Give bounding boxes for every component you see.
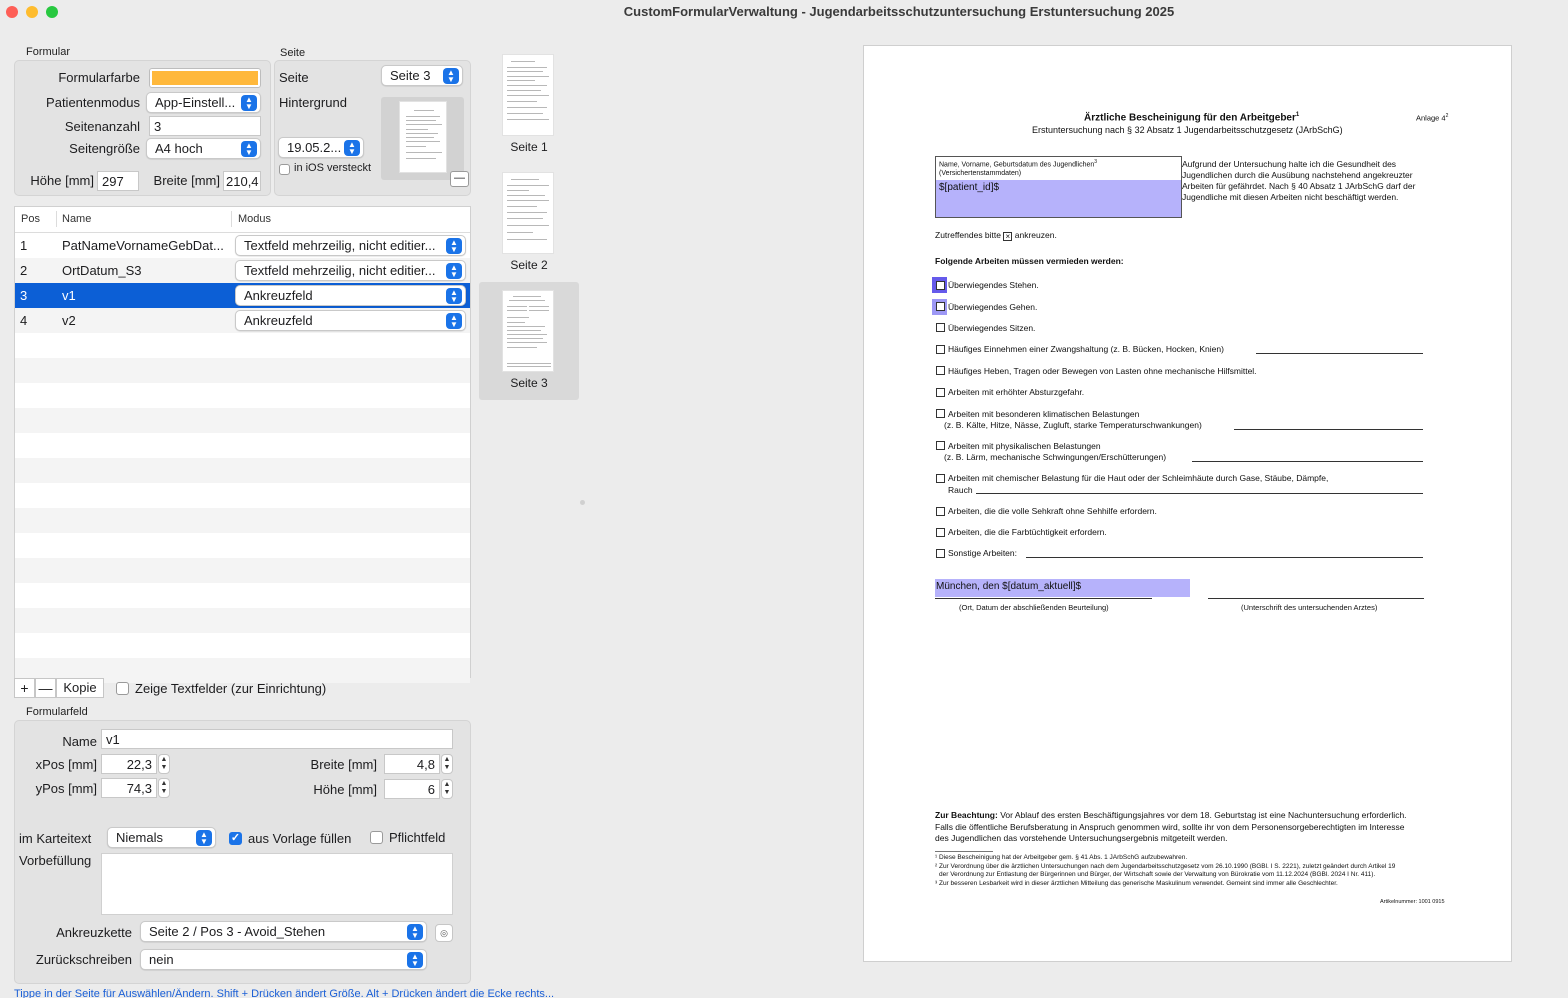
empty-table-row [15,383,470,408]
page-3-preview [502,290,554,372]
page-2-preview [502,172,554,254]
splitter-handle[interactable] [580,500,585,505]
page-count-label: Seitenanzahl [64,119,140,134]
remove-field-button[interactable]: — [35,678,56,698]
field-name-label: Name [62,734,97,749]
breite-input[interactable]: 4,8 [384,754,440,774]
row-mode-value: Textfeld mehrzeilig, nicht editier... [244,263,436,278]
empty-table-row [15,333,470,358]
height-label: Höhe [mm] [30,173,94,188]
date-value: 19.05.2... [287,140,342,155]
color-well[interactable] [149,68,261,88]
table-row[interactable] [15,233,470,258]
item-7-sub: (z. B. Kälte, Hitze, Nässe, Zugluft, starke Temperaturschwankungen) [944,420,1202,430]
doc-name-box-label: Name, Vorname, Geburtsdatum des Jugendlichen$^3$ (Versichertenstammdaten) [939,159,1098,178]
page-size-label: Seitengröße [69,141,140,156]
patient-mode-value: App-Einstell... [155,95,236,110]
item-checkbox-1[interactable] [936,281,945,290]
zurueck-label: Zurückschreiben [35,952,132,967]
empty-table-row [15,608,470,633]
height-input[interactable]: 297 [97,171,139,191]
thumbnail-page-3[interactable] [479,282,579,400]
ypos-input[interactable]: 74,3 [101,778,157,798]
aus-vorlage-checkbox[interactable]: ✓ [230,832,241,844]
table-header [15,207,470,233]
doc-title: Ärztliche Bescheinigung für den Arbeitgeber$^1$ [1084,112,1300,124]
chevron-updown-icon: ▲ ▼ [196,830,212,846]
row-mode-popup[interactable] [235,235,466,256]
seite-panel [274,60,471,196]
background-thumbnail [399,101,447,173]
zurueck-popup[interactable] [140,949,427,970]
zurueck-value: nein [149,952,174,967]
item-checkbox-11[interactable] [936,528,945,537]
breite-stepper[interactable]: ▲ ▼ [441,754,453,774]
date-popup[interactable] [278,137,364,158]
ankreuzkette-popup[interactable] [140,921,427,942]
show-textfields-label: Zeige Textfelder (zur Einrichtung) [135,681,327,696]
row-name: v2 [62,313,76,328]
chevron-updown-icon: ▲ ▼ [241,95,257,111]
chevron-updown-icon: ▲ ▼ [407,952,423,968]
breite-label: Breite [mm] [310,757,377,772]
item-4: Häufiges Einnehmen einer Zwangshaltung (z. B. Bücken, Hocken, Knien) [948,344,1224,354]
ios-hidden-label: in iOS versteckt [294,162,372,174]
item-7: Arbeiten mit besonderen klimatischen Belastungen [948,409,1140,419]
pflichtfeld-label: Pflichtfeld [389,830,446,845]
empty-table-row [15,458,470,483]
place-date-caption: (Ort, Datum der abschließenden Beurteilung) [959,603,1109,612]
empty-table-row [15,558,470,583]
page-size-value: A4 hoch [155,141,203,156]
formularfeld-group-label: Formularfeld [26,706,88,718]
table-row[interactable] [15,283,470,308]
header-mode[interactable]: Modus [238,213,272,225]
width-label: Breite [mm] [153,173,220,188]
ios-hidden-checkbox[interactable] [279,164,290,175]
chevron-updown-icon: ▲ ▼ [241,141,257,157]
doc-note: Zur Beachtung: Vor Ablauf des ersten Beschäftigungsjahres vor dem 18. Geburtstag ist eine Nachuntersuchung erforderlich. Falls die öffentliche Berufsberatung in Anspruch genommen wird, sollte ihr von dem Personensorgeberechtigten im Interesse des Jugendlichen das vorstehende Untersuchungsergebnis mitgeteilt werden. [935,810,1407,843]
doc-subtitle: Erstuntersuchung nach § 32 Absatz 1 Jugendarbeitsschutzgesetz (JArbSchG) [1032,125,1343,135]
doc-zutreffendes: Zutreffendes bitte × ankreuzen. [935,230,1057,241]
item-checkbox-4[interactable] [936,345,945,354]
pflichtfeld-checkbox[interactable] [370,831,383,844]
width-input[interactable]: 210,4 [223,171,261,191]
row-mode-popup[interactable] [235,260,466,281]
item-checkbox-8[interactable] [936,441,945,450]
item-8: Arbeiten mit physikalischen Belastungen [948,441,1101,451]
signature-caption: (Unterschrift des untersuchenden Arztes) [1241,603,1378,612]
empty-table-row [15,433,470,458]
item-11: Arbeiten, die die Farbtüchtigkeit erfordern. [948,527,1107,537]
document-page[interactable] [863,45,1512,962]
karteitext-value: Niemals [116,830,163,845]
doc-artikel: Artikelnummer: 1001 0915 [1380,899,1445,905]
chevron-updown-icon: ▲ ▼ [344,140,360,156]
row-name: OrtDatum_S3 [62,263,142,278]
item-checkbox-2[interactable] [936,302,945,311]
background-preview[interactable] [381,97,464,180]
ypos-label: yPos [mm] [35,781,97,796]
chevron-updown-icon: ▲ ▼ [407,924,423,940]
hoehe-label: Höhe [mm] [313,782,377,797]
thumbnail-page-1[interactable] [479,50,579,160]
item-9: Arbeiten mit chemischer Belastung für die Haut oder der Schleimhäute durch Gase, Stäube, Dämpfe, [948,473,1329,483]
doc-intro: Aufgrund der Untersuchung halte ich die Gesundheit des Jugendlichen durch die Ausübung nachstehend angekreuzter Arbeiten für gefährdet. Nach § 40 Absatz 1 JArbSchG darf der Jugendliche mit diesen Arbeiten nicht beschäftigt werden. [1182,159,1416,202]
chevron-updown-icon: ▲ ▼ [446,263,462,279]
empty-table-row [15,508,470,533]
thumbnail-1-label: Seite 1 [510,140,548,154]
row-mode-value: Ankreuzfeld [244,313,313,328]
remove-background-button[interactable]: — [450,171,469,187]
table-row[interactable] [15,258,470,283]
patient-mode-popup[interactable] [146,92,261,113]
xpos-input[interactable]: 22,3 [101,754,157,774]
item-12: Sonstige Arbeiten: [948,548,1017,558]
row-mode-popup[interactable] [235,310,466,331]
formularfeld-panel [14,720,471,984]
empty-table-row [15,408,470,433]
karteitext-label: im Karteitext [19,831,92,846]
table-body [15,233,470,683]
item-3: Überwiegendes Sitzen. [948,323,1036,333]
row-name: v1 [62,288,76,303]
item-checkbox-6[interactable] [936,388,945,397]
thumbnail-3-label: Seite 3 [510,376,548,390]
item-checkbox-3[interactable] [936,323,945,332]
status-hint: Tippe in der Seite für Auswählen/Ändern. Shift + Drücken ändert Größe. Alt + Drücken ändert die Ecke rechts... [14,988,555,998]
page-1-preview [502,54,554,136]
row-pos: 3 [20,288,28,303]
patient-mode-label: Patientenmodus [46,95,140,110]
item-6: Arbeiten mit erhöhter Absturzgefahr. [948,387,1085,397]
item-checkbox-7[interactable] [936,409,945,418]
seite-group-label: Seite [280,47,306,59]
ypos-stepper[interactable]: ▲ ▼ [158,778,170,798]
doc-anlage: Anlage $4^2$ [1416,113,1449,123]
row-name: PatNameVornameGebDat... [62,238,224,253]
background-label: Hintergrund [279,95,347,110]
header-name[interactable]: Name [62,213,92,225]
item-8-sub: (z. B. Lärm, mechanische Schwingungen/Erschütterungen) [944,452,1167,462]
window-title: CustomFormularVerwaltung - Jugendarbeitsschutzuntersuchung Erstuntersuchung 2025 [623,4,1175,19]
page-count-input[interactable]: 3 [149,116,261,136]
item-checkbox-12[interactable] [936,549,945,558]
chevron-updown-icon: ▲ ▼ [443,68,459,84]
item-10: Arbeiten, die die volle Sehkraft ohne Sehhilfe erfordern. [948,506,1157,516]
chevron-updown-icon: ▲ ▼ [446,313,462,329]
page-label: Seite [279,70,309,85]
chevron-updown-icon: ▲ ▼ [446,238,462,254]
empty-table-row [15,358,470,383]
item-2: Überwiegendes Gehen. [948,302,1038,312]
row-pos: 2 [20,263,28,278]
item-1: Überwiegendes Stehen. [948,280,1039,290]
thumbnail-2-label: Seite 2 [510,258,548,272]
goto-chain-icon[interactable]: ◎ [435,924,453,942]
add-field-button[interactable]: + [14,678,35,698]
color-swatch [152,71,258,85]
aus-vorlage-label: aus Vorlage füllen [248,831,352,846]
thumbnail-page-2[interactable] [479,168,579,278]
color-label: Formularfarbe [58,70,140,85]
place-date-field: München, den $[datum_aktuell]$ [936,581,1082,592]
title-bar [0,0,1568,26]
page-popup[interactable] [381,65,463,86]
empty-table-row [15,633,470,658]
page-size-popup[interactable] [146,138,261,159]
item-checkbox-10[interactable] [936,507,945,516]
ankreuzkette-label: Ankreuzkette [56,925,132,940]
show-textfields-checkbox[interactable] [116,682,129,695]
row-mode-value: Textfeld mehrzeilig, nicht editier... [244,238,436,253]
table-row[interactable] [15,308,470,333]
item-5: Häufiges Heben, Tragen oder Bewegen von Lasten ohne mechanische Hilfsmittel. [948,366,1257,376]
item-checkbox-9[interactable] [936,474,945,483]
formular-panel [14,60,271,196]
row-pos: 4 [20,313,28,328]
row-mode-popup[interactable] [235,285,466,306]
empty-table-row [15,533,470,558]
ankreuzkette-value: Seite 2 / Pos 3 - Avoid_Stehen [149,924,326,939]
item-9-sub: Rauch [948,485,973,495]
doc-footnotes: ¹ Diese Bescheinigung hat der Arbeitgeber gem. § 41 Abs. 1 JArbSchG aufzubewahren. ² Zur Verordnung über die ärztlichen Untersuchungen nach dem Jugendarbeitsschutzgesetz vom 26.10.1990 (BGBl. I S. 2221), zuletzt geändert durch Artikel 19 der Verordnung zur Entlastung der Bürgerinnen und Bürger, der Wirtschaft sowie der Verwaltung von Bürokratie vom 11.12.2024 (BGBl. 2024 I Nr. 411). ³ Zur besseren Lesbarkeit wird in dieser ärztlichen Mitteilung das generische Maskulinum verwendet. Gemeint sind immer alle Geschlechter. [935,854,1396,887]
item-checkbox-5[interactable] [936,366,945,375]
formular-group-label: Formular [26,46,71,58]
field-name-input[interactable]: v1 [101,729,453,749]
page-value: Seite 3 [390,68,431,83]
hoehe-stepper[interactable]: ▲ ▼ [441,779,453,799]
karteitext-popup[interactable] [107,827,216,848]
vorbefuellung-label: Vorbefüllung [19,853,92,868]
row-mode-value: Ankreuzfeld [244,288,313,303]
vorbefuellung-textarea[interactable] [101,853,453,915]
xpos-stepper[interactable]: ▲ ▼ [158,754,170,774]
patient-placeholder: $[patient_id]$ [939,182,1000,193]
fields-table [14,206,471,678]
header-pos[interactable]: Pos [21,213,40,225]
empty-table-row [15,583,470,608]
copy-field-button[interactable]: Kopie [56,678,104,698]
hoehe-input[interactable]: 6 [384,779,440,799]
xpos-label: xPos [mm] [35,757,97,772]
chevron-updown-icon: ▲ ▼ [446,288,462,304]
empty-table-row [15,483,470,508]
row-pos: 1 [20,238,28,253]
doc-section-heading: Folgende Arbeiten müssen vermieden werden: [935,256,1124,266]
